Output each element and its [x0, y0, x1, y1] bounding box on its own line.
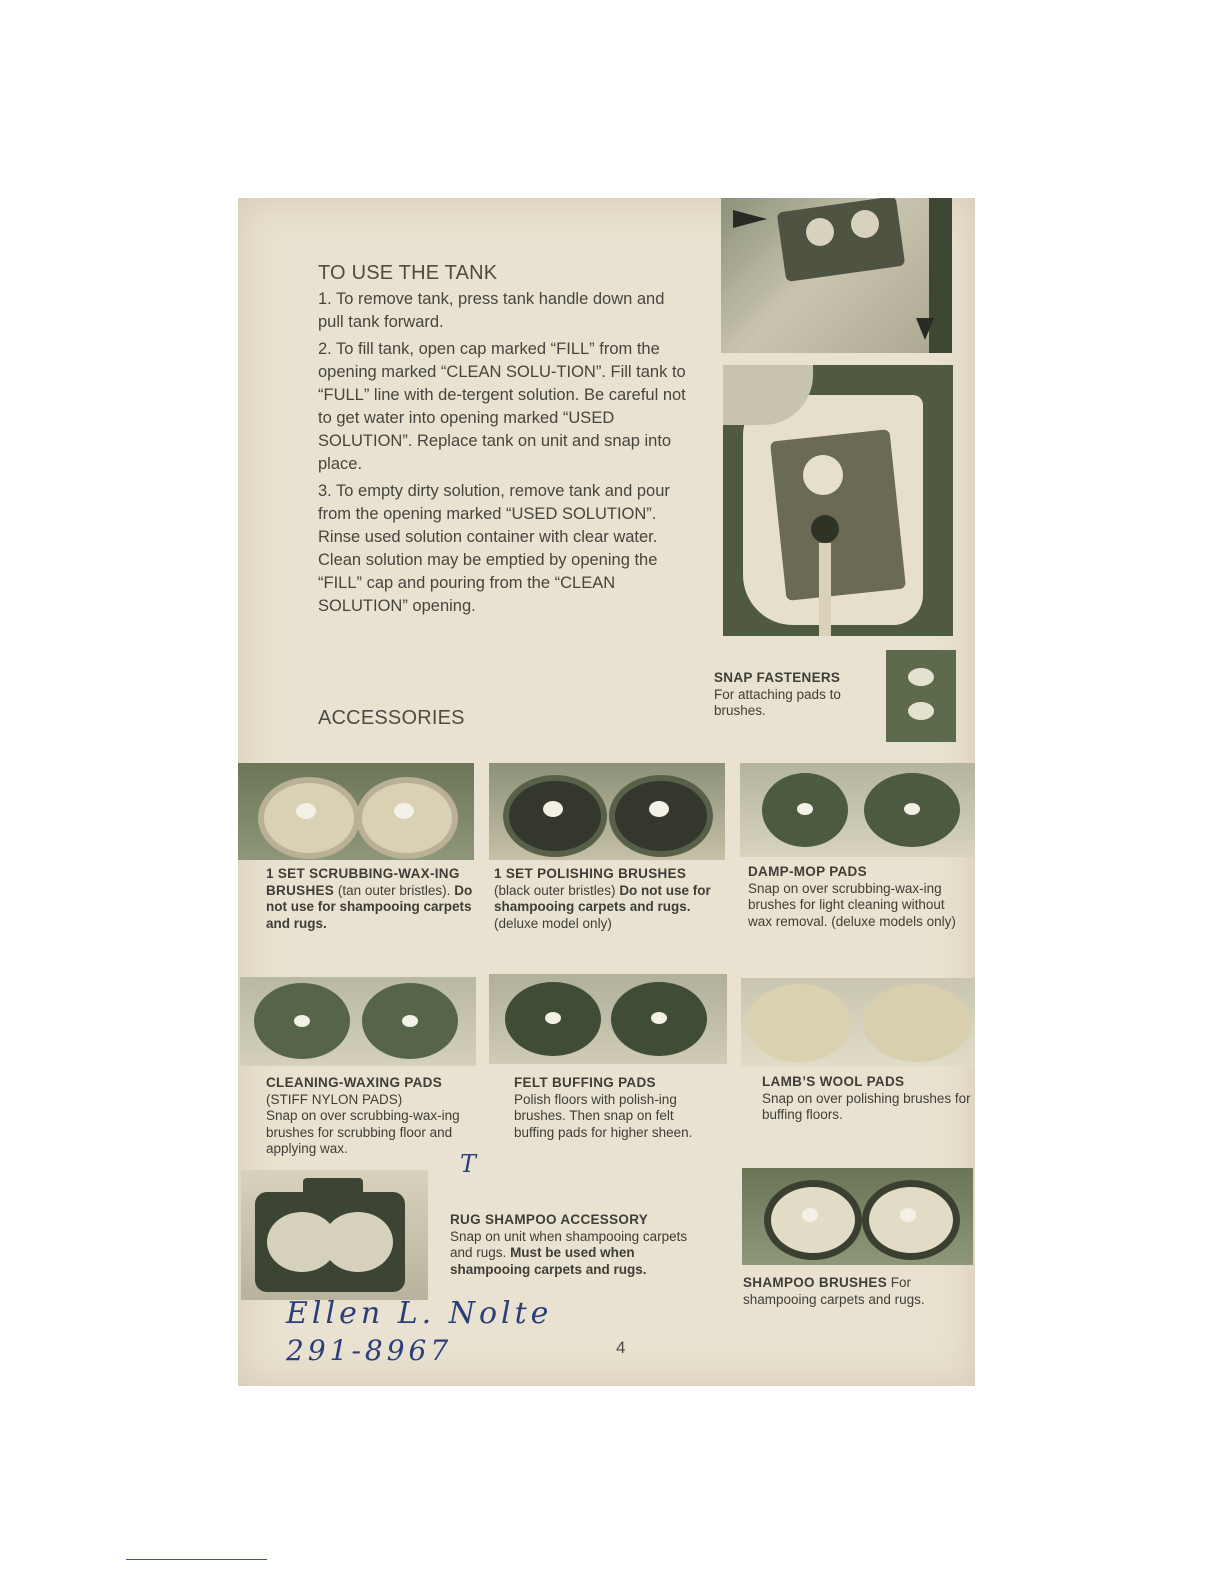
felt-buffing-pads-caption: FELT BUFFING PADS Polish floors with polish-ing brushes. Then snap on felt buffing pads for higher sheen.	[514, 1075, 693, 1140]
cleaning-waxing-pads-photo	[240, 977, 476, 1066]
tank-top-photo	[721, 198, 952, 353]
polishing-brushes-caption: 1 SET POLISHING BRUSHES (black outer bristles) Do not use for shampooing carpets and rugs. (deluxe model only)	[494, 866, 711, 931]
snap-fasteners-photo	[886, 650, 956, 742]
polishing-brushes-photo	[489, 763, 725, 860]
felt-buffing-pads-photo	[489, 974, 727, 1064]
scrubbing-brushes-photo	[238, 763, 474, 860]
scrubbing-brushes-caption: 1 SET SCRUBBING-WAX-ING BRUSHES (tan outer bristles). Do not use for shampooing carpets and rugs.	[266, 866, 473, 931]
damp-mop-pads-photo	[740, 763, 975, 857]
cleaning-waxing-pads-caption: CLEANING-WAXING PADS (STIFF NYLON PADS) Snap on over scrubbing-wax-ing brushes for scrubbing floor and applying wax.	[266, 1075, 460, 1156]
shampoo-brushes-caption: SHAMPOO BRUSHES For shampooing carpets and rugs.	[743, 1275, 925, 1307]
damp-mop-pads-caption: DAMP-MOP PADS Snap on over scrubbing-wax-ing brushes for light cleaning without wax removal. (deluxe models only)	[748, 864, 956, 929]
handwritten-mark: T	[460, 1150, 477, 1178]
manual-page	[238, 198, 975, 1386]
tank-pouring-photo	[723, 365, 953, 636]
tank-step-2: 2. To fill tank, open cap marked “FILL” from the opening marked “CLEAN SOLU-TION”. Fill tank to “FULL” line with de-tergent solution. Be careful not to get water into opening marked “USED SOLUTION”. Replace tank on unit and snap into place.	[318, 340, 686, 473]
page-number: 4	[616, 1338, 626, 1357]
handwritten-phone: 291-8967	[286, 1334, 453, 1367]
tank-heading: TO USE THE TANK	[318, 262, 498, 284]
lambs-wool-pads-caption: LAMB’S WOOL PADS Snap on over polishing brushes for buffing floors.	[762, 1074, 971, 1122]
handwritten-name: Ellen L. Nolte	[286, 1296, 553, 1331]
rug-shampoo-accessory-caption: RUG SHAMPOO ACCESSORY Snap on unit when shampooing carpets and rugs. Must be used when shampooing carpets and rugs.	[450, 1212, 688, 1277]
rug-shampoo-accessory-photo	[241, 1170, 428, 1300]
snap-fasteners-caption	[714, 670, 884, 720]
snap-fasteners-title: SNAP FASTENERS	[714, 670, 841, 685]
shampoo-brushes-photo	[742, 1168, 973, 1265]
snap-fasteners-text: For attaching pads to brushes.	[714, 686, 841, 718]
accessories-heading: ACCESSORIES	[318, 707, 465, 729]
tank-instructions	[318, 288, 693, 622]
footnote-rule	[126, 1559, 267, 1560]
tank-step-3: 3. To empty dirty solution, remove tank and pour from the opening marked “USED SOLUTION”. Rinse used solution container with clear water. Clean solution may be emptied by opening the “FILL” cap and pouring from the “CLEAN SOLUTION” opening.	[318, 482, 670, 615]
lambs-wool-pads-photo	[741, 978, 975, 1066]
tank-step-1: 1. To remove tank, press tank handle down and pull tank forward.	[318, 290, 665, 331]
